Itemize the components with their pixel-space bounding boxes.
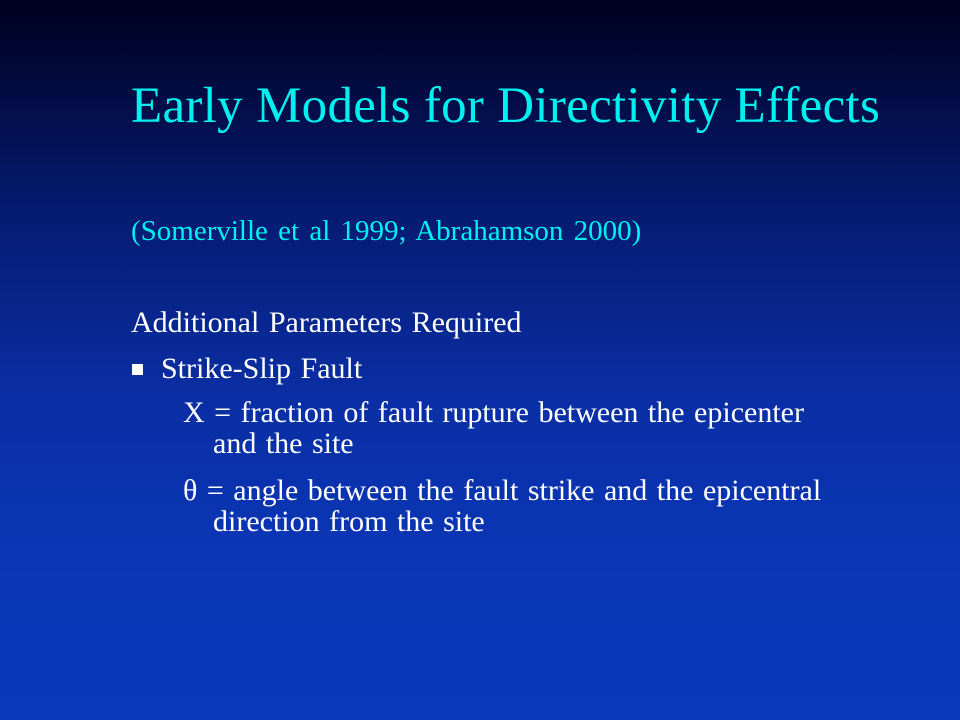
slide-title: Early Models for Directivity Effects (131, 78, 881, 134)
slide-body (131, 305, 891, 537)
bullet-label: Strike-Slip Fault (161, 352, 363, 385)
definition-x: X = fraction of fault rupture between the epicenter and the site (183, 396, 804, 460)
slide-subtitle: (Somerville et al 1999; Abrahamson 2000) (131, 215, 642, 247)
definition-theta: θ = angle between the fault strike and the epicentral direction from the site (183, 474, 822, 538)
section-heading: Additional Parameters Required (131, 306, 522, 339)
bullet-item (131, 351, 891, 387)
square-bullet-icon (132, 364, 143, 375)
